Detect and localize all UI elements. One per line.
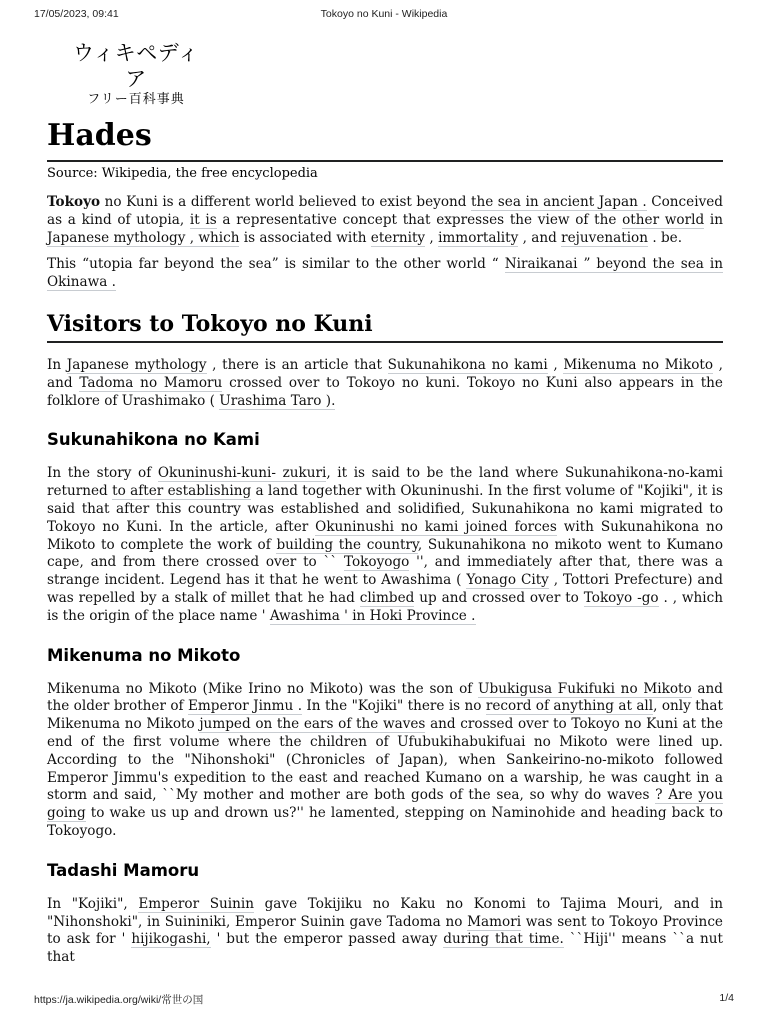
link-niraikanai[interactable]: Niraikanai ” beyond the sea in Okinawa . [47, 256, 723, 291]
link-eternity[interactable]: eternity [370, 229, 426, 246]
text: , there is an article that [206, 356, 388, 373]
text: is associated with [239, 229, 371, 246]
tadashi-paragraph [47, 896, 723, 967]
intro-paragraph-1 [47, 194, 723, 247]
link-tokoyogo[interactable]: Tokoyogo [343, 554, 410, 571]
text: , [547, 356, 564, 373]
link-other-world[interactable]: other world [622, 211, 705, 228]
print-url: https://ja.wikipedia.org/wiki/常世の国 [34, 994, 204, 1006]
link-emperor-jinmu[interactable]: Emperor Jinmu . [187, 698, 303, 715]
link-climbed[interactable]: climbed [359, 589, 415, 606]
text: , and [47, 356, 724, 391]
link-rejuvenation[interactable]: rejuvenation [561, 229, 648, 246]
link-japanese-mythology[interactable]: Japanese mythology , which [47, 229, 240, 246]
text: , and [518, 229, 562, 246]
text: . , which is the origin of the place name ' [47, 589, 724, 624]
text: ' but the emperor passed away [210, 931, 444, 948]
text: , [425, 229, 439, 246]
text: crossed over to Tokoyo no kuni. Tokoyo no Kuni also appears in the folklore of Urashimako ( [47, 374, 723, 409]
visitors-paragraph [47, 357, 723, 410]
text: was sent to Tokoyo Province to ask for ' [47, 913, 723, 948]
text: in [704, 211, 723, 228]
section-heading-visitors: Visitors to Tokoyo no Kuni [47, 310, 723, 343]
link-awashima-hoki[interactable]: Awashima ' in Hoki Province . [269, 607, 476, 624]
page-number: 1/4 [719, 992, 734, 1004]
subsection-heading-sukunahikona: Sukunahikona no Kami [47, 430, 260, 450]
link-japanese-mythology[interactable]: Japanese mythology [66, 356, 207, 373]
text: Mikenuma no Mikoto (Mike Irino no Mikoto) was the son of [47, 680, 479, 697]
text: In the "Kojiki" there is no [302, 698, 486, 715]
link-okuninushi-kunizukuri[interactable]: Okuninushi-kuni- zukuri [157, 465, 327, 482]
mikenuma-paragraph [47, 681, 723, 841]
text: with Sukunahikona no Mikoto to complete the work of [47, 518, 723, 553]
link-yonago-city[interactable]: Yonago City [466, 572, 549, 589]
text: '', and immediately after that, there was a strange incident. Legend has it that he went to Awashima ( [47, 554, 723, 589]
text: up and crossed over to [414, 589, 584, 606]
print-footer [0, 992, 768, 1008]
intro-paragraph-2 [47, 256, 723, 292]
link-mikenuma[interactable]: Mikenuma no Mikoto [563, 356, 714, 373]
link-record-of-anything[interactable]: record of anything at all [485, 698, 654, 715]
text: ``Hiji'' means ``a nut that [47, 931, 724, 966]
text: , Sukunahikona no mikoto went to Kumano cape, and from there crossed over to `` [47, 536, 724, 571]
link-tadoma[interactable]: Tadoma no Mamoru [79, 374, 223, 391]
link-ubukigusa[interactable]: Ubukigusa Fukifuki no Mikoto [478, 680, 692, 697]
text: no Kuni is a different world believed to exist beyond [100, 194, 472, 210]
link-are-you-going[interactable]: ? Are you going [47, 787, 723, 822]
link-emperor-suinin[interactable]: Emperor Suinin [138, 895, 254, 912]
print-header [0, 8, 768, 24]
bold-term: Tokoyo [47, 194, 101, 210]
subsection-heading-tadashi: Tadashi Mamoru [47, 860, 200, 880]
link-urashima-taro[interactable]: Urashima Taro ). [219, 392, 336, 409]
text: , Tottori Prefecture) and was repelled by a stalk of millet that he had [47, 572, 723, 606]
text: Conceived as a kind of utopia, [47, 194, 723, 228]
text: In [47, 356, 67, 373]
text: to wake us up and drown us?'' he lamented, stepping on Naminohide and heading back to Tokoyogo. [47, 805, 723, 839]
sukunahikona-paragraph [47, 465, 723, 625]
link-after-establishing[interactable]: to after establishing [112, 483, 252, 500]
text: This “utopia far beyond the sea” is similar to the other world “ [47, 256, 505, 273]
link-it-is[interactable]: it is [189, 211, 217, 228]
link-building-the-country[interactable]: building the country [276, 536, 418, 553]
text: a land together with Okuninushi. In the first volume of "Kojiki", it is said that after this country was established and solidified, Sukunahikona no kami migrated to Tokoyo no Kuni. In the article, after [47, 483, 723, 535]
link-tokoyo-go[interactable]: Tokoyo -go [583, 589, 659, 606]
source-line: Source: Wikipedia, the free encyclopedia [47, 166, 318, 181]
link-okuninushi-joined[interactable]: Okuninushi no kami joined forces [315, 518, 557, 535]
text: and the older brother of [47, 680, 723, 715]
text: a representative concept that expresses the view of the [216, 211, 623, 228]
text: and crossed over to Tokoyo no Kuni at the end of the first volume where the children of Ufubukihabukifuai no Mikoto were lined up. According to the "Nihonshoki" (Chronicles of Japan), when Sankeirino-no-mikoto followed Emperor Jimmu's expedition to the east and reached Kumano on a warship, he was caught in a storm and said, ``My mother and mother are both gods of the sea, so why do waves [47, 716, 723, 804]
logo-tagline: フリー百科事典 [87, 92, 185, 107]
link-hijikogashi[interactable]: hijikogashi, [131, 931, 211, 948]
link-jumped-on-waves[interactable]: jumped on the ears of the waves [199, 716, 426, 733]
article-content [47, 116, 723, 976]
print-datetime: 17/05/2023, 09:41 [34, 8, 119, 20]
page-title: Hades [47, 116, 723, 162]
wikipedia-logo[interactable] [66, 40, 206, 108]
link-mamori[interactable]: Mamori [467, 913, 522, 930]
text: In the story of [47, 465, 158, 482]
text: , it is said to be the land where Sukunahikona-no-kami returned [47, 465, 723, 500]
link-during-that-time[interactable]: during that time. [443, 931, 564, 948]
print-page-title: Tokoyo no Kuni - Wikipedia [320, 8, 448, 20]
logo-wordmark: ウィキペディア [72, 41, 200, 91]
link-immortality[interactable]: immortality [438, 229, 519, 246]
text: In "Kojiki", [47, 895, 139, 912]
link-sukunahikona[interactable]: Sukunahikona no kami [387, 356, 548, 373]
text: . be. [648, 229, 683, 246]
subsection-heading-mikenuma: Mikenuma no Mikoto [47, 645, 241, 665]
link-ancient-japan-sea[interactable]: the sea in ancient Japan . [471, 194, 647, 210]
text: , only that Mikenuma no Mikoto [47, 698, 723, 733]
text: gave Tokijiku no Kaku no Konomi to Tajima Mouri, and in "Nihonshoki", in Suininiki, Emperor Suinin gave Tadoma no [47, 895, 723, 930]
